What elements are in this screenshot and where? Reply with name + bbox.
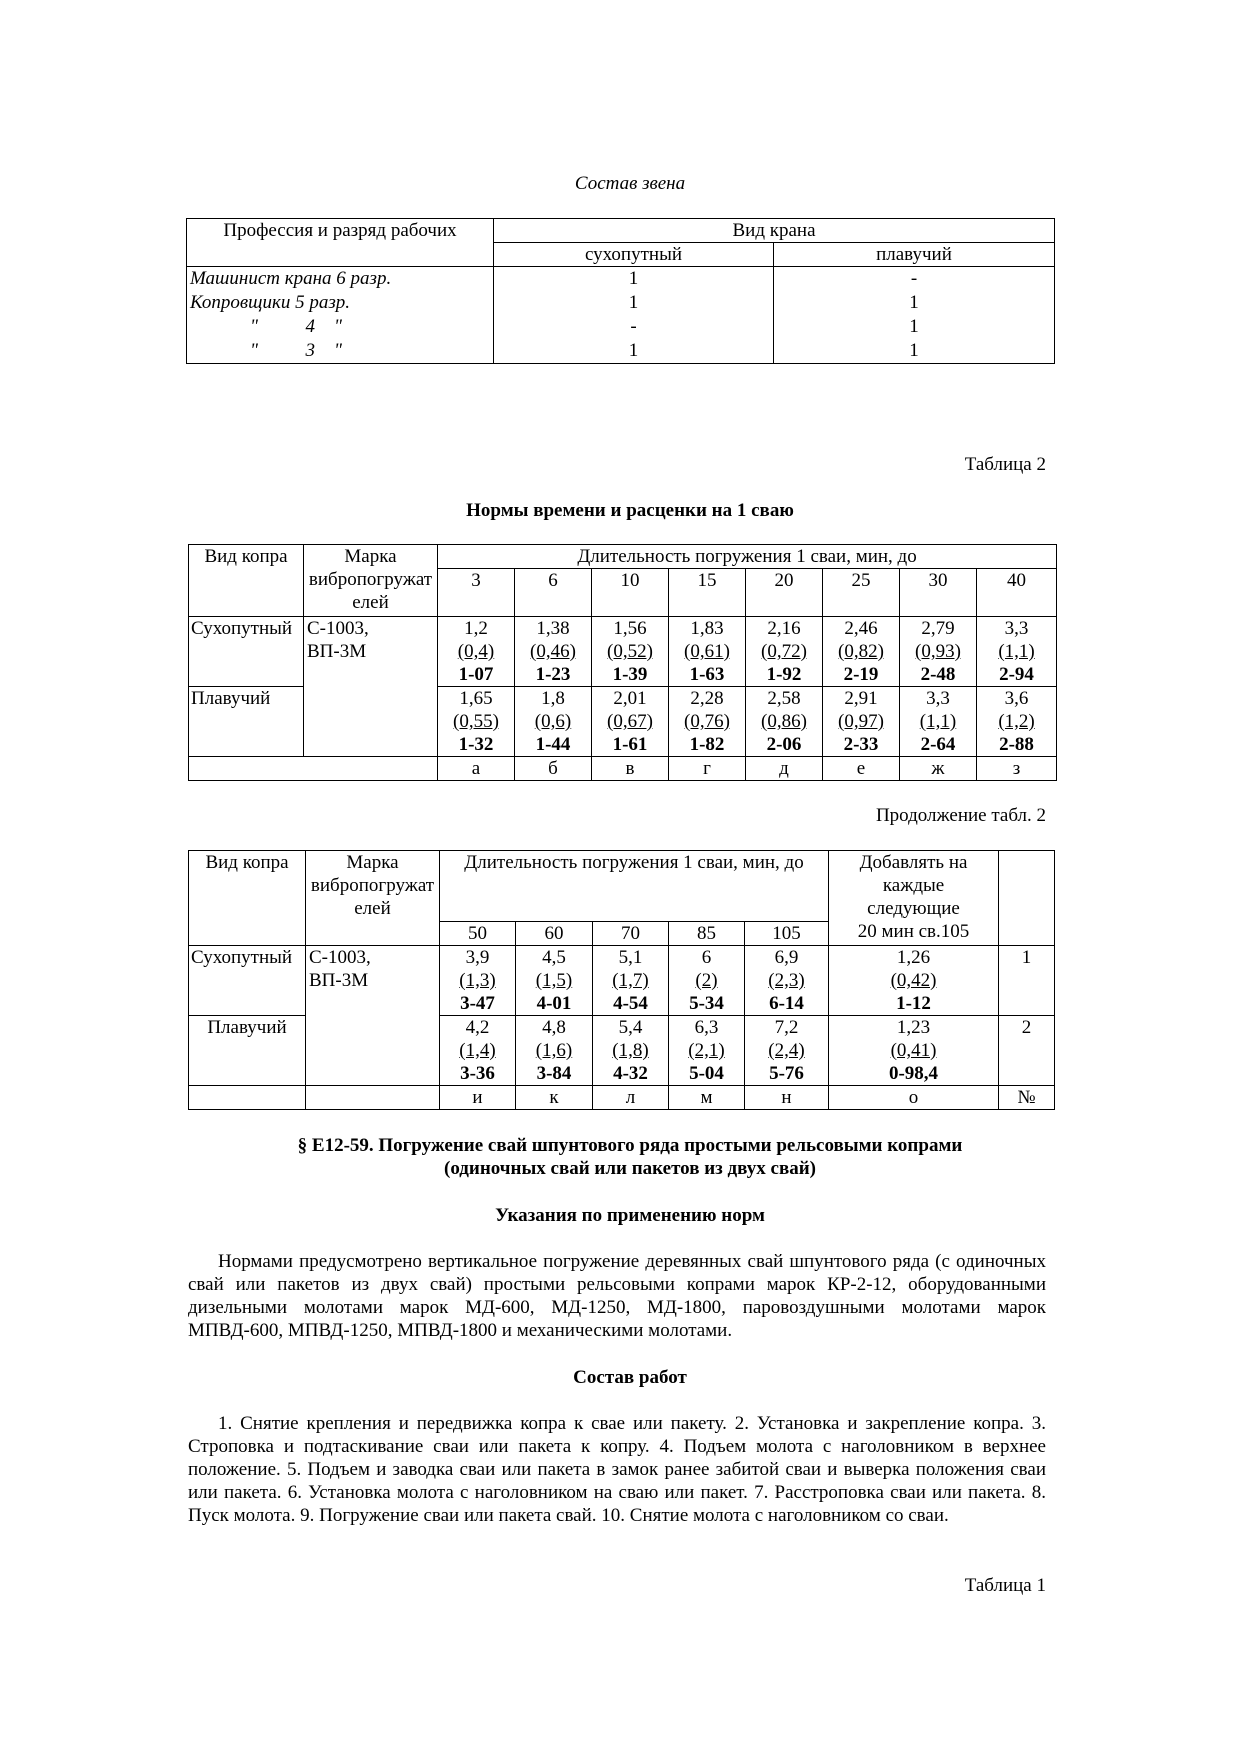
table2cont-letters-row [189, 1086, 1055, 1110]
crew-header-floating: плавучий [774, 243, 1055, 267]
norm-value: 1,26 [896, 947, 931, 968]
table2-letter: б [515, 757, 592, 781]
price-value: 4-01 [536, 993, 572, 1014]
table2cont-header-add-sub: 20 мин св.105 [857, 921, 970, 942]
crew-professions-cell [187, 267, 494, 364]
table2cont-header-duration: Длительность погружения 1 сваи, мин, до [440, 851, 829, 922]
table2-cell [746, 687, 823, 757]
crew-profession-3: " 4 " [250, 316, 342, 337]
section-title-line2: (одиночных свай или пакетов из двух свай) [444, 1158, 816, 1179]
table2-duration: 10 [592, 569, 669, 617]
table2-header-brand: Марка вибропогружат елей [304, 545, 438, 617]
table2-brand-2: ВП-3М [307, 641, 367, 662]
crew-header-land: сухопутный [494, 243, 774, 267]
price-value: 3-84 [536, 1063, 572, 1084]
table2cont-duration: 105 [745, 922, 829, 946]
crew-floating-1: - [910, 268, 918, 289]
rate-value: (0,82) [838, 641, 884, 662]
crew-title: Состав звена [574, 173, 686, 194]
table2-letter: д [746, 757, 823, 781]
table2-cell [900, 617, 977, 687]
crew-header-profession: Профессия и разряд рабочих [187, 219, 494, 267]
table2-letter: е [823, 757, 900, 781]
price-value: 1-44 [535, 734, 571, 755]
norm-value: 1,56 [613, 618, 647, 639]
table2-title: Нормы времени и расценки на 1 сваю [466, 500, 794, 521]
table2-cell [438, 687, 515, 757]
crew-floating-2: 1 [909, 292, 919, 313]
table2cont-header-pile-driver: Вид копра [189, 851, 306, 946]
table2cont-letters-empty [189, 1086, 306, 1110]
table2cont-letter: л [593, 1086, 669, 1110]
rate-value: (0,55) [453, 711, 499, 732]
price-value: 2-64 [920, 734, 956, 755]
guidelines-paragraph-wrap [188, 1250, 1046, 1342]
table2-brand-cell [304, 617, 438, 757]
norm-value: 6 [701, 947, 712, 968]
table2-cell [515, 617, 592, 687]
norm-value: 1,83 [690, 618, 724, 639]
price-value: 4-54 [613, 993, 648, 1014]
norm-value: 5,4 [618, 1017, 643, 1038]
table2cont-num-label: № [999, 1086, 1055, 1110]
price-value: 3-36 [460, 1063, 495, 1084]
rate-value: (0,52) [607, 641, 653, 662]
table2cont-duration: 50 [440, 922, 516, 946]
table2cont-letter: к [516, 1086, 593, 1110]
crew-profession-2: Копровщики 5 разр. [190, 292, 351, 313]
table2cont-header-add-cell [829, 851, 999, 946]
norm-value: 2,91 [844, 688, 878, 709]
crew-profession-4: " 3 " [250, 340, 342, 361]
rate-value: (0,46) [530, 641, 576, 662]
table2cont-row-num: 1 [999, 946, 1055, 1016]
table2cont-type: Плавучий [189, 1016, 306, 1086]
table2-header-pile-driver: Вид копра [189, 545, 304, 617]
crew-land-2: 1 [628, 292, 639, 313]
price-value: 6-14 [769, 993, 804, 1014]
rate-value: (2,1) [688, 1040, 725, 1061]
table2cont-row-land [189, 946, 1055, 1016]
crew-land-4: 1 [628, 340, 639, 361]
table2-duration: 3 [438, 569, 515, 617]
rate-value: (1,6) [535, 1040, 573, 1061]
table2cont-letter: о [829, 1086, 999, 1110]
table2-type: Плавучий [189, 687, 304, 757]
table2cont-cell [829, 946, 999, 1016]
table2cont-brand-cell [306, 946, 440, 1086]
price-value: 1-63 [689, 664, 725, 685]
price-value: 1-39 [612, 664, 648, 685]
rate-value: (0,76) [684, 711, 730, 732]
table2cont-duration: 85 [669, 922, 745, 946]
norm-value: 4,2 [465, 1017, 490, 1038]
guidelines-paragraph: Нормами предусмотрено вертикальное погружение деревянных свай шпунтового ряда (с одиночных свай или пакетов из двух свай) простыми рельсовыми копрами марок КР-2-12, оборудованными дизельными молотами марок МД-600, МД-1250, МД-1800, паровоздушными молотами марок МПВД-600, МПВД-1250, МПВД-1800 и механическими молотами. [188, 1251, 1046, 1341]
price-value: 2-33 [843, 734, 879, 755]
table2-row-land [189, 617, 1057, 687]
table2cont-cell [745, 1016, 829, 1086]
table2cont-cell [440, 1016, 516, 1086]
rate-value: (1,2) [998, 711, 1035, 732]
norm-value: 1,23 [896, 1017, 931, 1038]
rate-value: (0,93) [915, 641, 961, 662]
norm-value: 2,46 [844, 618, 878, 639]
table2-cell [746, 617, 823, 687]
price-value: 5-76 [769, 1063, 804, 1084]
price-value: 1-92 [766, 664, 802, 685]
table2-letters-empty [189, 757, 438, 781]
rate-value: (1,7) [612, 970, 649, 991]
crew-land-3: - [630, 316, 637, 337]
rate-value: (0,67) [607, 711, 653, 732]
crew-floating-3: 1 [909, 316, 919, 337]
price-value: 1-61 [612, 734, 648, 755]
table2cont-label: Продолжение табл. 2 [875, 805, 1046, 826]
norm-value: 3,3 [926, 688, 950, 709]
table2-duration: 20 [746, 569, 823, 617]
table2cont-letters-empty [306, 1086, 440, 1110]
norm-value: 7,2 [774, 1017, 799, 1038]
table2cont-row-num: 2 [999, 1016, 1055, 1086]
norm-value: 1,8 [541, 688, 565, 709]
table2-duration: 25 [823, 569, 900, 617]
table2cont-cell [593, 946, 669, 1016]
table2-cell [823, 617, 900, 687]
price-value: 2-94 [999, 664, 1034, 685]
table2-cell [592, 617, 669, 687]
table2-cell [823, 687, 900, 757]
norm-value: 2,79 [921, 618, 955, 639]
price-value: 4-32 [613, 1063, 648, 1084]
rate-value: (0,97) [838, 711, 884, 732]
price-value: 0-98,4 [888, 1063, 939, 1084]
table2-cell [438, 617, 515, 687]
table2-cell [669, 687, 746, 757]
table2cont-brand-2: ВП-3М [309, 970, 369, 991]
table2-brand-1: С-1003, [307, 618, 369, 639]
table2cont-type: Сухопутный [189, 946, 306, 1016]
price-value: 5-04 [689, 1063, 724, 1084]
work-title: Состав работ [573, 1367, 687, 1388]
crew-profession-1: Машинист крана 6 разр. [190, 268, 392, 289]
rate-value: (0,42) [890, 970, 937, 991]
price-value: 3-47 [460, 993, 495, 1014]
table2cont-cell [516, 946, 593, 1016]
price-value: 1-07 [458, 664, 494, 685]
rate-value: (0,86) [761, 711, 807, 732]
rate-value: (2,3) [768, 970, 805, 991]
work-paragraph: 1. Снятие крепления и передвижка копра к свае или пакету. 2. Установка и закрепление копра. 3. Строповка и подтаскивание сваи или пакета к копру. 4. Подъем молота с наголовником в верхнее положение. 5. Подъем и заводка сваи или пакета в замок ранее забитой сваи и выверка положения сваи или пакета. 6. Установка молота с наголовником на сваю или пакет. 7. Расстроповка сваи или пакета. 8. Пуск молота. 9. Погружение сваи или пакета свай. 10. Снятие молота с наголовником со сваи. [188, 1413, 1046, 1526]
norm-value: 3,6 [1004, 688, 1029, 709]
norm-value: 3,9 [465, 947, 490, 968]
rate-value: (1,5) [535, 970, 573, 991]
norm-value: 6,9 [774, 947, 799, 968]
price-value: 1-32 [458, 734, 494, 755]
price-value: 1-12 [896, 993, 931, 1014]
table2 [188, 544, 1057, 781]
crew-floating-cell [774, 267, 1055, 364]
table2cont-duration: 70 [593, 922, 669, 946]
price-value: 2-88 [999, 734, 1034, 755]
norm-value: 4,8 [542, 1017, 566, 1038]
table2-cell [669, 617, 746, 687]
table2cont-cell [745, 946, 829, 1016]
price-value: 2-19 [843, 664, 879, 685]
table2-cell [515, 687, 592, 757]
norm-value: 2,16 [767, 618, 801, 639]
norm-value: 1,2 [464, 618, 488, 639]
crew-land-1: 1 [628, 268, 639, 289]
norm-value: 5,1 [618, 947, 643, 968]
table2-letter: г [669, 757, 746, 781]
table2cont-letter: и [440, 1086, 516, 1110]
table2cont-duration: 60 [516, 922, 593, 946]
norm-value: 2,28 [690, 688, 724, 709]
rate-value: (1,4) [459, 1040, 496, 1061]
rate-value: (0,4) [457, 641, 495, 662]
rate-value: (0,6) [534, 711, 572, 732]
table2-header-duration: Длительность погружения 1 сваи, мин, до [438, 545, 1057, 569]
crew-header-crane-type: Вид крана [494, 219, 1055, 243]
table2cont-header-brand: Марка вибропогружат елей [306, 851, 440, 946]
table2cont-cell [440, 946, 516, 1016]
norm-value: 6,3 [694, 1017, 719, 1038]
crew-floating-4: 1 [909, 340, 919, 361]
norm-value: 2,01 [613, 688, 647, 709]
table2-letter: з [977, 757, 1057, 781]
price-value: 5-34 [689, 993, 724, 1014]
table2cont-cell [669, 946, 745, 1016]
norm-value: 1,65 [459, 688, 493, 709]
rate-value: (1,3) [459, 970, 496, 991]
crew-land-cell [494, 267, 774, 364]
table2cont-cell [593, 1016, 669, 1086]
table2cont-cell [829, 1016, 999, 1086]
price-value: 2-06 [766, 734, 802, 755]
table2-letter: ж [900, 757, 977, 781]
table2-letters-row [189, 757, 1057, 781]
table2-duration: 30 [900, 569, 977, 617]
section-title [0, 1134, 1240, 1180]
norm-value: 3,3 [1004, 618, 1029, 639]
table2cont [188, 850, 1055, 1110]
rate-value: (0,72) [761, 641, 807, 662]
guidelines-title: Указания по применению норм [495, 1205, 765, 1226]
table2-cell [592, 687, 669, 757]
norm-value: 2,58 [767, 688, 801, 709]
table2-label: Таблица 2 [964, 454, 1046, 475]
norm-value: 1,38 [536, 618, 570, 639]
table2-duration: 6 [515, 569, 592, 617]
table2-cell [977, 617, 1057, 687]
price-value: 1-23 [535, 664, 571, 685]
table2cont-letter: н [745, 1086, 829, 1110]
table2cont-brand-1: С-1003, [309, 947, 371, 968]
rate-value: (2) [695, 970, 718, 991]
table2-duration: 40 [977, 569, 1057, 617]
rate-value: (1,1) [998, 641, 1035, 662]
table2-cell [900, 687, 977, 757]
rate-value: (0,61) [684, 641, 730, 662]
table2cont-letter: м [669, 1086, 745, 1110]
table2-cell [977, 687, 1057, 757]
work-paragraph-wrap [188, 1412, 1046, 1527]
table2cont-header-add: Добавлять на каждые следующие [859, 852, 968, 919]
price-value: 2-48 [920, 664, 956, 685]
table1-label: Таблица 1 [964, 1575, 1046, 1596]
crew-table [186, 218, 1055, 364]
table2cont-cell [516, 1016, 593, 1086]
norm-value: 4,5 [542, 947, 566, 968]
table2-letter: в [592, 757, 669, 781]
table2-type: Сухопутный [189, 617, 304, 687]
table2cont-header-num [999, 851, 1055, 946]
section-title-line1: § Е12-59. Погружение свай шпунтового ряда простыми рельсовыми копрами [297, 1135, 963, 1156]
rate-value: (0,41) [890, 1040, 937, 1061]
table2-duration: 15 [669, 569, 746, 617]
rate-value: (2,4) [768, 1040, 805, 1061]
table2-letter: а [438, 757, 515, 781]
rate-value: (1,1) [919, 711, 957, 732]
table2cont-cell [669, 1016, 745, 1086]
rate-value: (1,8) [612, 1040, 649, 1061]
price-value: 1-82 [689, 734, 725, 755]
